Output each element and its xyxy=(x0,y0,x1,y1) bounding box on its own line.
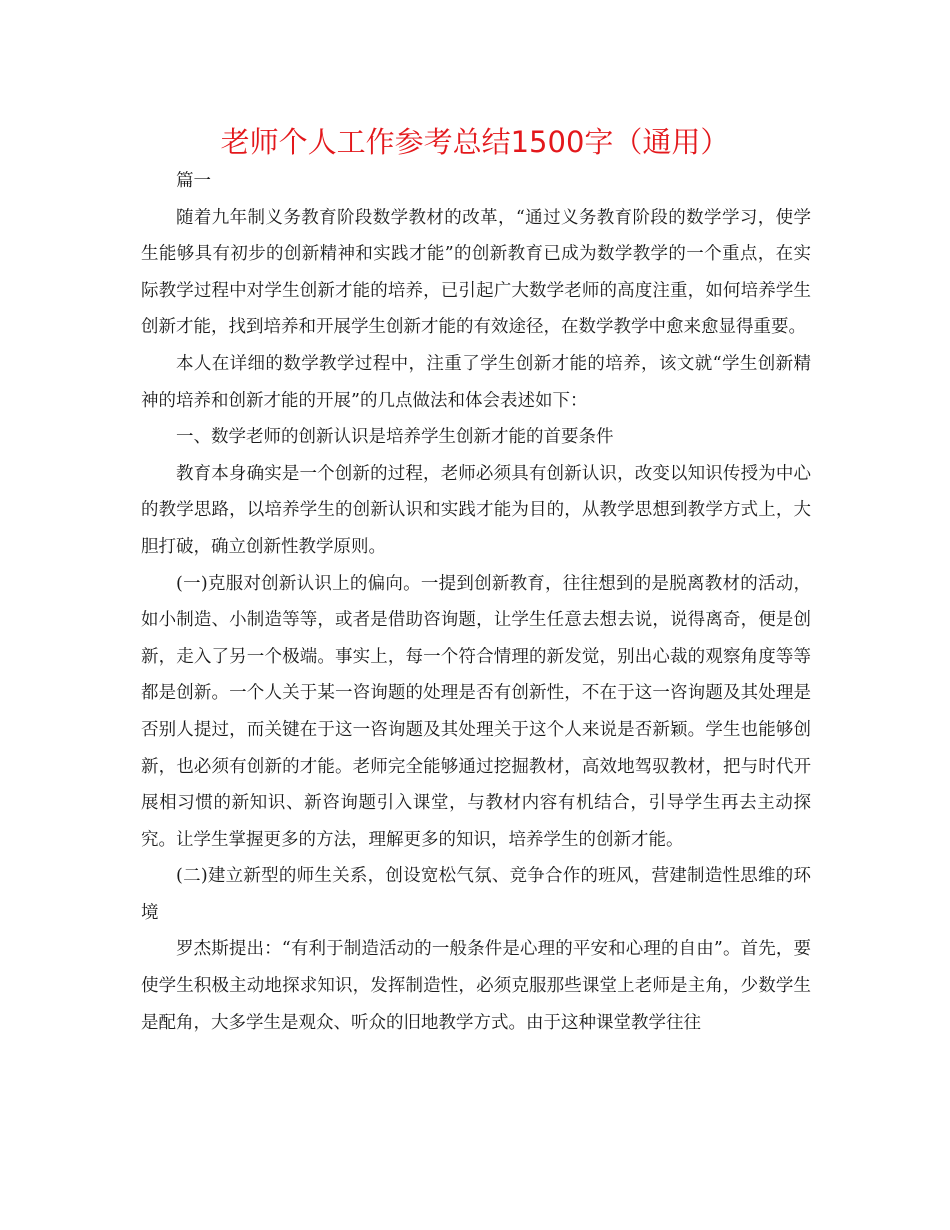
paragraph: 罗杰斯提出：“有利于制造活动的一般条件是心理的平安和心理的自由”。首先，要使学生积极主动地探求知识，发挥制造性，必须克服那些课堂上老师是主角，少数学生是配角，大多学生是观众、听众的旧地教学方式。由于这种课堂教学往往 xyxy=(141,939,811,1033)
paragraph: (一)克服对创新认识上的偏向。一提到创新教育，往往想到的是脱离教材的活动，如小制造、小制造等等，或者是借助咨询题，让学生任意去想去说，说得离奇，便是创新，走入了另一个极端。事实上，每一个符合情理的新发觉，别出心裁的观察角度等等都是创新。一个人关于某一咨询题的处理是否有创新性，不在于这一咨询题及其处理是否别人提过，而关键在于这一咨询题及其处理关于这个人来说是否新颖。学生也能够创新，也必须有创新的才能。老师完全能够通过挖掘教材，高效地驾驭教材，把与时代开展相习惯的新知识、新咨询题引入课堂，与教材内容有机结合，引导学生再去主动探究。让学生掌握更多的方法，理解更多的知识，培养学生的创新才能。 xyxy=(141,573,811,850)
paragraph: 本人在详细的数学教学过程中，注重了学生创新才能的培养，该文就“学生创新精神的培养和创新才能的开展”的几点做法和体会表述如下： xyxy=(141,353,811,411)
paragraph: 随着九年制义务教育阶段数学教材的改革，“通过义务教育阶段的数学学习，使学生能够具有初步的创新精神和实践才能”的创新教育已成为数学教学的一个重点，在实际教学过程中对学生创新才能的培养，已引起广大数学老师的高度注重，如何培养学生创新才能，找到培养和开展学生创新才能的有效途径，在数学教学中愈来愈显得重要。 xyxy=(141,207,811,338)
subsection-heading: (二)建立新型的师生关系，创设宽松气氛、竞争合作的班风，营建制造性思维的环境 xyxy=(141,866,811,923)
section-heading: 一、数学老师的创新认识是培养学生创新才能的首要条件 xyxy=(176,427,614,448)
document-body xyxy=(141,163,811,1041)
section-label: 篇一 xyxy=(176,171,211,191)
document-title: 老师个人工作参考总结1500字（通用） xyxy=(220,125,730,159)
paragraph: 教育本身确实是一个创新的过程，老师必须具有创新认识，改变以知识传授为中心的教学思路，以培养学生的创新认识和实践才能为目的，从教学思想到教学方式上，大胆打破，确立创新性教学原则。 xyxy=(141,463,811,557)
